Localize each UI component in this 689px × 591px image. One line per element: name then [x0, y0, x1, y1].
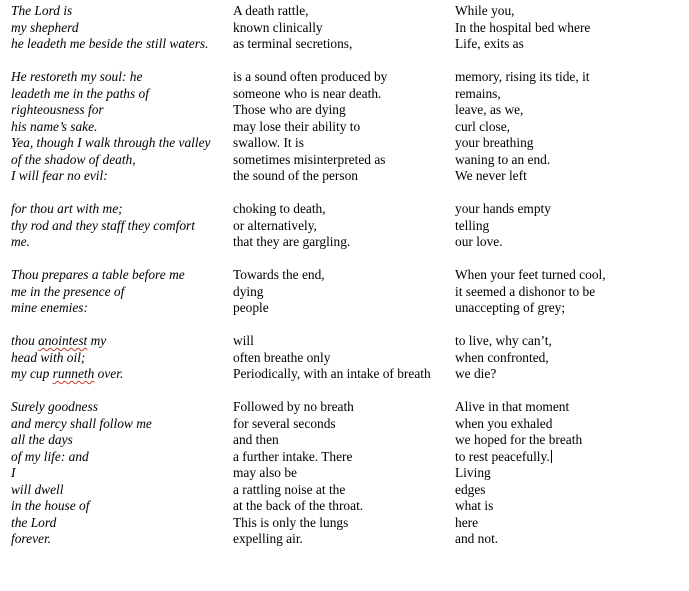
poem-line: all the days — [11, 432, 73, 447]
poem-line: here — [455, 514, 479, 530]
poem-line: edges — [455, 481, 486, 497]
poem-line: for thou art with me; — [11, 201, 123, 216]
poem-line: may lose their ability to — [233, 118, 361, 134]
poem-line: when you exhaled — [455, 415, 553, 431]
stanza — [11, 267, 229, 333]
poem-line: Yea, though I walk through the valley — [11, 135, 211, 150]
stanza — [11, 201, 229, 267]
poem-line: mine enemies: — [11, 300, 88, 315]
poem-line: dying — [233, 283, 264, 299]
poem-line: when confronted, — [455, 349, 549, 365]
poem-line: his name’s sake. — [11, 118, 98, 134]
poem-line: of the shadow of death, — [11, 151, 136, 167]
poem-line: of my life: and — [11, 448, 89, 464]
stanza — [233, 201, 451, 267]
poem-line: my shepherd — [11, 19, 79, 35]
stanza — [455, 399, 683, 465]
text-cursor — [551, 450, 552, 463]
stanza — [11, 465, 229, 546]
poem-line: in the house of — [11, 498, 90, 513]
poem-line: my cup runneth over. — [11, 366, 124, 381]
poem-line: people — [233, 300, 269, 315]
poem-line: we hoped for the breath — [455, 432, 583, 447]
poem-line: I — [11, 465, 16, 480]
poem-line: me in the presence of — [11, 283, 125, 299]
poem-line: is a sound often produced by — [233, 69, 388, 84]
poem-line: your hands empty — [455, 201, 551, 216]
poem-line: In the hospital bed where — [455, 19, 591, 35]
poem-line: to rest peacefully. — [455, 448, 550, 464]
poem-line: The Lord is — [11, 3, 73, 18]
poem-line: me. — [11, 234, 30, 249]
poem-line: righteousness for — [11, 102, 104, 117]
stanza — [455, 3, 683, 69]
poem-line: While you, — [455, 3, 515, 18]
poem-line: sometimes misinterpreted as — [233, 151, 386, 167]
stanza — [455, 135, 683, 201]
stanza — [455, 333, 683, 399]
column-psalm — [11, 3, 229, 546]
poem-line: and not. — [455, 531, 499, 546]
poem-line: to live, why can’t, — [455, 333, 552, 348]
poem-line: it seemed a dishonor to be — [455, 283, 596, 299]
poem-line: Those who are dying — [233, 102, 346, 117]
poem-line: a further intake. There — [233, 448, 353, 464]
stanza — [233, 135, 451, 201]
poem-line: and mercy shall follow me — [11, 415, 152, 431]
stanza — [11, 135, 229, 201]
poem-line: Periodically, with an intake of breath — [233, 366, 431, 381]
poem-line: leadeth me in the paths of — [11, 85, 149, 101]
stanza — [11, 399, 229, 465]
poem-line: thy rod and they staff they comfort — [11, 217, 195, 233]
poem-line: Thou prepares a table before me — [11, 267, 185, 282]
poem-line: swallow. It is — [233, 135, 304, 150]
poem-line: we die? — [455, 366, 497, 381]
poem-line: will — [233, 333, 254, 348]
poem-line: Towards the end, — [233, 267, 325, 282]
poem-line: Living — [455, 465, 491, 480]
poem-line: curl close, — [455, 118, 511, 134]
poem-line: choking to death, — [233, 201, 326, 216]
stanza — [455, 201, 683, 267]
column-death-rattle — [233, 3, 451, 546]
stanza — [233, 333, 451, 399]
poem-line: forever. — [11, 531, 52, 546]
poem-line: and then — [233, 432, 279, 447]
poem-line: for several seconds — [233, 415, 336, 431]
poem-line: I will fear no evil: — [11, 168, 108, 183]
poem-line: Alive in that moment — [455, 399, 570, 414]
stanza — [233, 399, 451, 465]
poem-line: the sound of the person — [233, 168, 358, 183]
poem-line: thou anointest my — [11, 333, 107, 348]
stanza — [11, 3, 229, 69]
poem-line: he leadeth me beside the still waters. — [11, 36, 209, 51]
poem-line: We never left — [455, 168, 527, 183]
poem-line: remains, — [455, 85, 501, 101]
poem-line: may also be — [233, 465, 297, 480]
poem-line: or alternatively, — [233, 217, 317, 233]
poem-line: unaccepting of grey; — [455, 300, 566, 315]
stanza — [455, 69, 683, 135]
poem-line: Surely goodness — [11, 399, 98, 414]
poem-line: Life, exits as — [455, 36, 524, 51]
poem-line: A death rattle, — [233, 3, 309, 18]
poem-line: as terminal secretions, — [233, 36, 353, 51]
poem-line: that they are gargling. — [233, 234, 351, 249]
spellcheck-flag: runneth — [52, 366, 95, 381]
column-while-you — [455, 3, 683, 546]
poem-line: leave, as we, — [455, 102, 524, 117]
stanza — [11, 69, 229, 135]
stanza — [11, 333, 229, 399]
poem-line: He restoreth my soul: he — [11, 69, 143, 84]
poem-line: known clinically — [233, 19, 323, 35]
poem-line: our love. — [455, 234, 503, 249]
spellcheck-flag: anointest — [38, 333, 88, 348]
stanza — [233, 3, 451, 69]
poem-line: at the back of the throat. — [233, 498, 364, 513]
poem-line: When your feet turned cool, — [455, 267, 606, 282]
poem-line: memory, rising its tide, it — [455, 69, 590, 84]
stanza — [233, 69, 451, 135]
poem-line: someone who is near death. — [233, 85, 382, 101]
poem-line: often breathe only — [233, 349, 331, 365]
stanza — [233, 465, 451, 546]
poem-line: will dwell — [11, 481, 64, 497]
poem-line: your breathing — [455, 135, 534, 150]
poem-line: expelling air. — [233, 531, 303, 546]
poem-line: waning to an end. — [455, 151, 551, 167]
stanza — [233, 267, 451, 333]
poem-line: a rattling noise at the — [233, 481, 346, 497]
poem-line: what is — [455, 498, 494, 513]
stanza — [455, 465, 683, 546]
poem-line: This is only the lungs — [233, 514, 349, 530]
poem-line: Followed by no breath — [233, 399, 354, 414]
poem-line: telling — [455, 217, 490, 233]
poem-line: head with oil; — [11, 349, 86, 365]
stanza — [455, 267, 683, 333]
poem-line: the Lord — [11, 514, 57, 530]
